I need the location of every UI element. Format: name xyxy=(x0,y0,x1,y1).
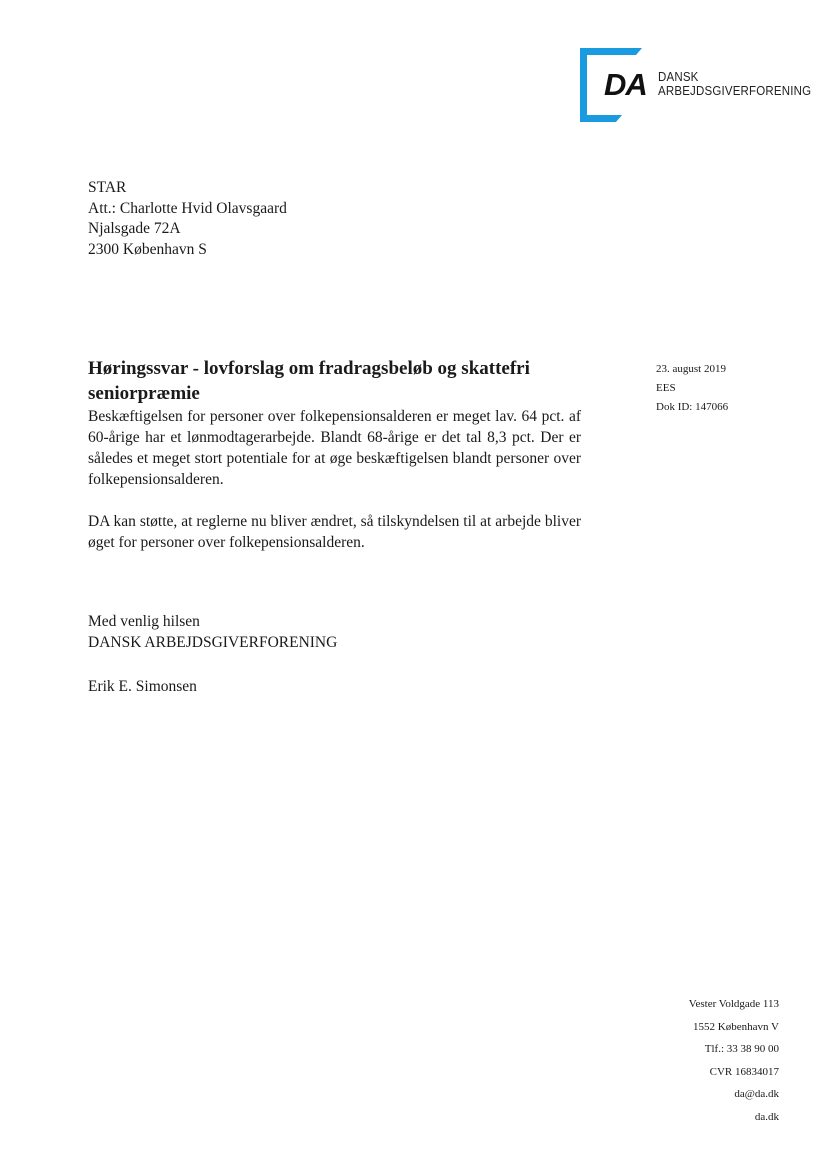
recipient-line: Att.: Charlotte Hvid Olavsgaard xyxy=(88,199,287,217)
letter-title: Høringssvar - lovforslag om fradragsbeløb og skattefri seniorpræmie xyxy=(88,358,530,404)
footer-email: da@da.dk xyxy=(734,1088,779,1100)
footer-street: Vester Voldgade 113 xyxy=(688,998,779,1010)
document-id: Dok ID: 147066 xyxy=(656,401,729,413)
recipient-line: Njalsgade 72A xyxy=(88,220,181,237)
closing-block xyxy=(88,611,337,653)
document-meta xyxy=(656,360,728,417)
recipient-address xyxy=(88,178,287,260)
logo-organization-name xyxy=(658,70,811,98)
da-logo xyxy=(580,48,812,122)
sender-organization: DANSK ARBEJDSGIVERFORENING xyxy=(88,634,338,651)
body-paragraph: Beskæftigelsen for personer over folkepensionsalderen er meget lav. 64 pct. af 60-årige har et lønmodtagerarbejde. Blandt 68-årige er det tal 8,3 pct. Der er således et meget stort potentiale for at øge beskæftigelsen blandt personer over folkepensionsalderen. xyxy=(88,408,581,488)
greeting: Med venlig hilsen xyxy=(88,613,200,630)
recipient-line: 2300 København S xyxy=(88,240,207,258)
footer-contact xyxy=(689,993,779,1128)
signer-name: Erik E. Simonsen xyxy=(88,678,197,695)
body-paragraph: DA kan støtte, at reglerne nu bliver ændret, så tilskyndelsen til at arbejde bliver øget for personer over folkepensionsalderen. xyxy=(88,513,581,551)
logo-mark: DA xyxy=(604,67,647,102)
recipient-line: STAR xyxy=(88,179,127,196)
footer-website: da.dk xyxy=(754,1110,779,1123)
document-date: 23. august 2019 xyxy=(656,363,726,375)
footer-cvr: CVR 16834017 xyxy=(709,1065,779,1078)
author-initials: EES xyxy=(656,382,676,394)
letter-body xyxy=(88,406,581,574)
footer-phone: Tlf.: 33 38 90 00 xyxy=(704,1043,779,1055)
logo-name-line1: DANSK xyxy=(658,70,699,84)
footer-city: 1552 København V xyxy=(693,1020,779,1033)
logo-name-line2: ARBEJDSGIVERFORENING xyxy=(658,84,812,98)
